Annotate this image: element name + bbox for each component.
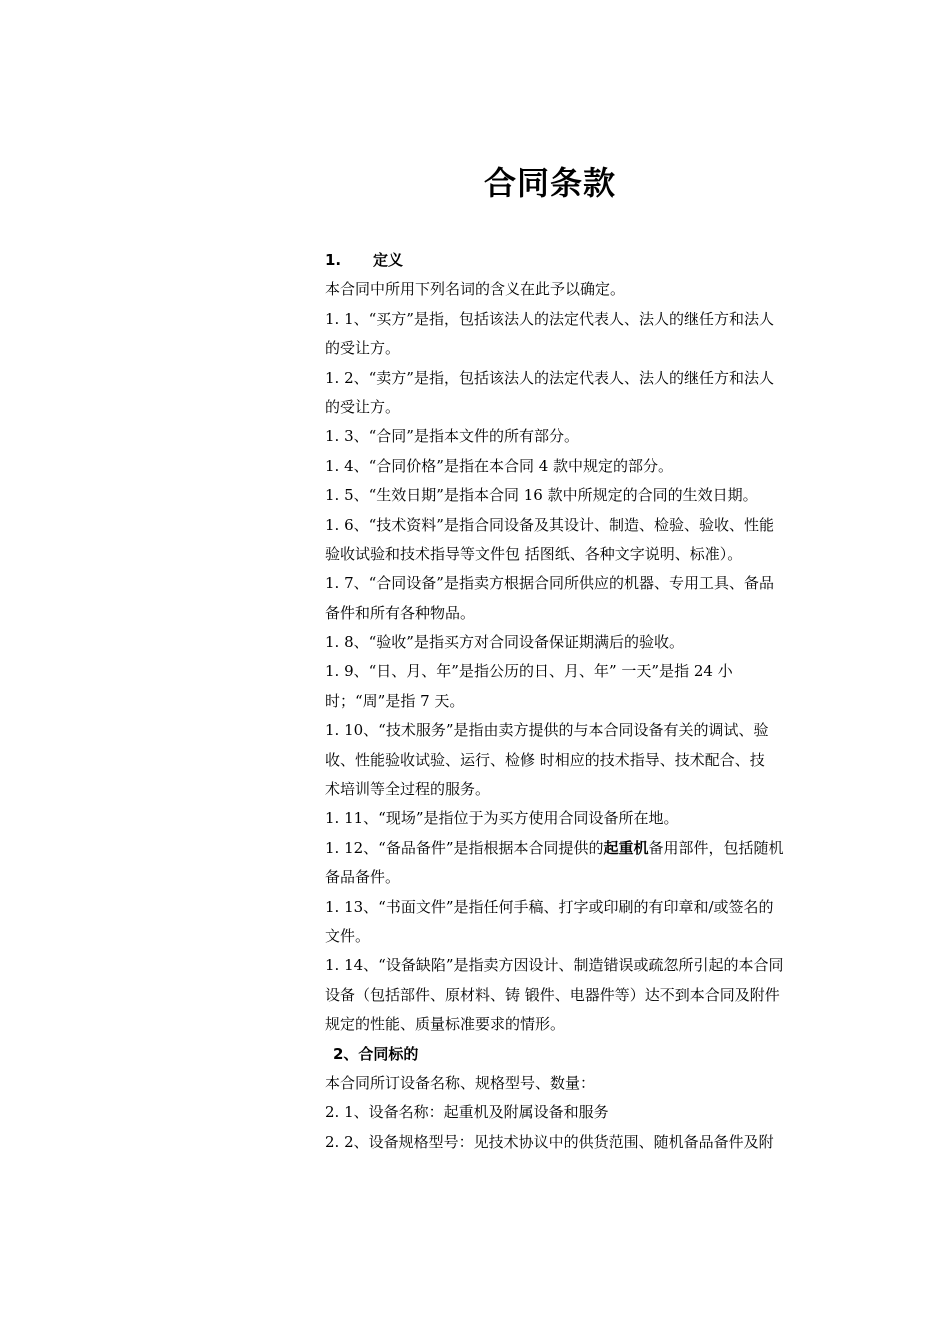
clause-2-2: 2. 2、设备规格型号：见技术协议中的供货范围、随机备品备件及附 (325, 1132, 774, 1151)
clause-line: 验收试验和技术指导等文件包 括图纸、各种文字说明、标准）。 (325, 544, 743, 563)
clause-line: 1. 8、“验收”是指买方对合同设备保证期满后的验收。 (325, 633, 684, 652)
clause-1-10 (325, 716, 845, 804)
clause-line (325, 834, 845, 863)
clause-1-6 (325, 511, 845, 570)
section-1-number: 1. (325, 251, 342, 269)
clause-line: 备件和所有各种物品。 (325, 603, 476, 622)
clause-line: 1. 11、“现场”是指位于为买方使用合同设备所在地。 (325, 809, 679, 828)
section-2-heading: 2、合同标的 (333, 1044, 419, 1063)
clause-text: 备用部件，包括随机 (648, 838, 784, 857)
clause-1-11 (325, 804, 845, 833)
clause-line: 时；“周”是指 7 天。 (325, 691, 465, 710)
clause-line: 1. 1、“买方”是指，包括该法人的法定代表人、法人的继任方和法人 (325, 309, 774, 328)
clause-2-1: 2. 1、设备名称：起重机及附属设备和服务 (325, 1103, 609, 1122)
clause-line: 1. 14、“设备缺陷”是指卖方因设计、制造错误或疏忽所引起的本合同 (325, 956, 784, 975)
document-body (325, 246, 845, 1157)
clause-1-12 (325, 834, 845, 893)
clause-line: 1. 2、“卖方”是指，包括该法人的法定代表人、法人的继任方和法人 (325, 368, 774, 387)
clause-line: 规定的性能、质量标准要求的情形。 (325, 1015, 566, 1034)
clause-line: 的受让方。 (325, 339, 401, 358)
document-title: 合同条款 (483, 164, 616, 202)
clause-1-2 (325, 364, 845, 423)
clause-line: 备品备件。 (325, 868, 401, 887)
section-1-intro: 本合同中所用下列名词的含义在此予以确定。 (325, 280, 626, 299)
clause-line: 1. 13、“书面文件”是指任何手稿、打字或印刷的有印章和/或签名的 (325, 897, 774, 916)
clause-line: 1. 7、“合同设备”是指卖方根据合同所供应的机器、专用工具、备品 (325, 574, 774, 593)
section-2-intro: 本合同所订设备名称、规格型号、数量： (325, 1073, 596, 1092)
clause-line: 1. 5、“生效日期”是指本合同 16 款中所规定的合同的生效日期。 (325, 486, 758, 505)
clause-line: 1. 3、“合同”是指本文件的所有部分。 (325, 427, 579, 446)
clause-line: 1. 9、“日、月、年”是指公历的日、月、年” 一天”是指 24 小 (325, 662, 733, 681)
clause-line: 设备（包括部件、原材料、铸 锻件、电器件等）达不到本合同及附件 (325, 985, 780, 1004)
clause-line: 1. 4、“合同价格”是指在本合同 4 款中规定的部分。 (325, 456, 674, 475)
clause-line: 1. 10、“技术服务”是指由卖方提供的与本合同设备有关的调试、验 (325, 721, 769, 740)
clause-1-13 (325, 893, 845, 952)
clause-line: 文件。 (325, 926, 371, 945)
clause-line: 术培训等全过程的服务。 (325, 780, 491, 799)
clause-line: 1. 6、“技术资料”是指合同设备及其设计、制造、检验、验收、性能 (325, 515, 774, 534)
clause-1-9 (325, 657, 845, 716)
clause-1-8 (325, 628, 845, 657)
clause-text: 1. 12、“备品备件”是指根据本合同提供的 (325, 838, 604, 857)
clause-bold-term: 起重机 (603, 838, 649, 857)
clause-1-7 (325, 569, 845, 628)
clause-1-1 (325, 305, 845, 364)
section-1-title: 定义 (373, 251, 404, 269)
clause-1-4 (325, 452, 845, 481)
clause-line: 收、性能验收试验、运行、检修 时相应的技术指导、技术配合、技 (325, 750, 765, 769)
clause-1-14 (325, 951, 845, 1039)
clause-1-3 (325, 422, 845, 451)
clause-1-5 (325, 481, 845, 510)
clause-line: 的受让方。 (325, 397, 401, 416)
section-1-heading (325, 246, 845, 275)
